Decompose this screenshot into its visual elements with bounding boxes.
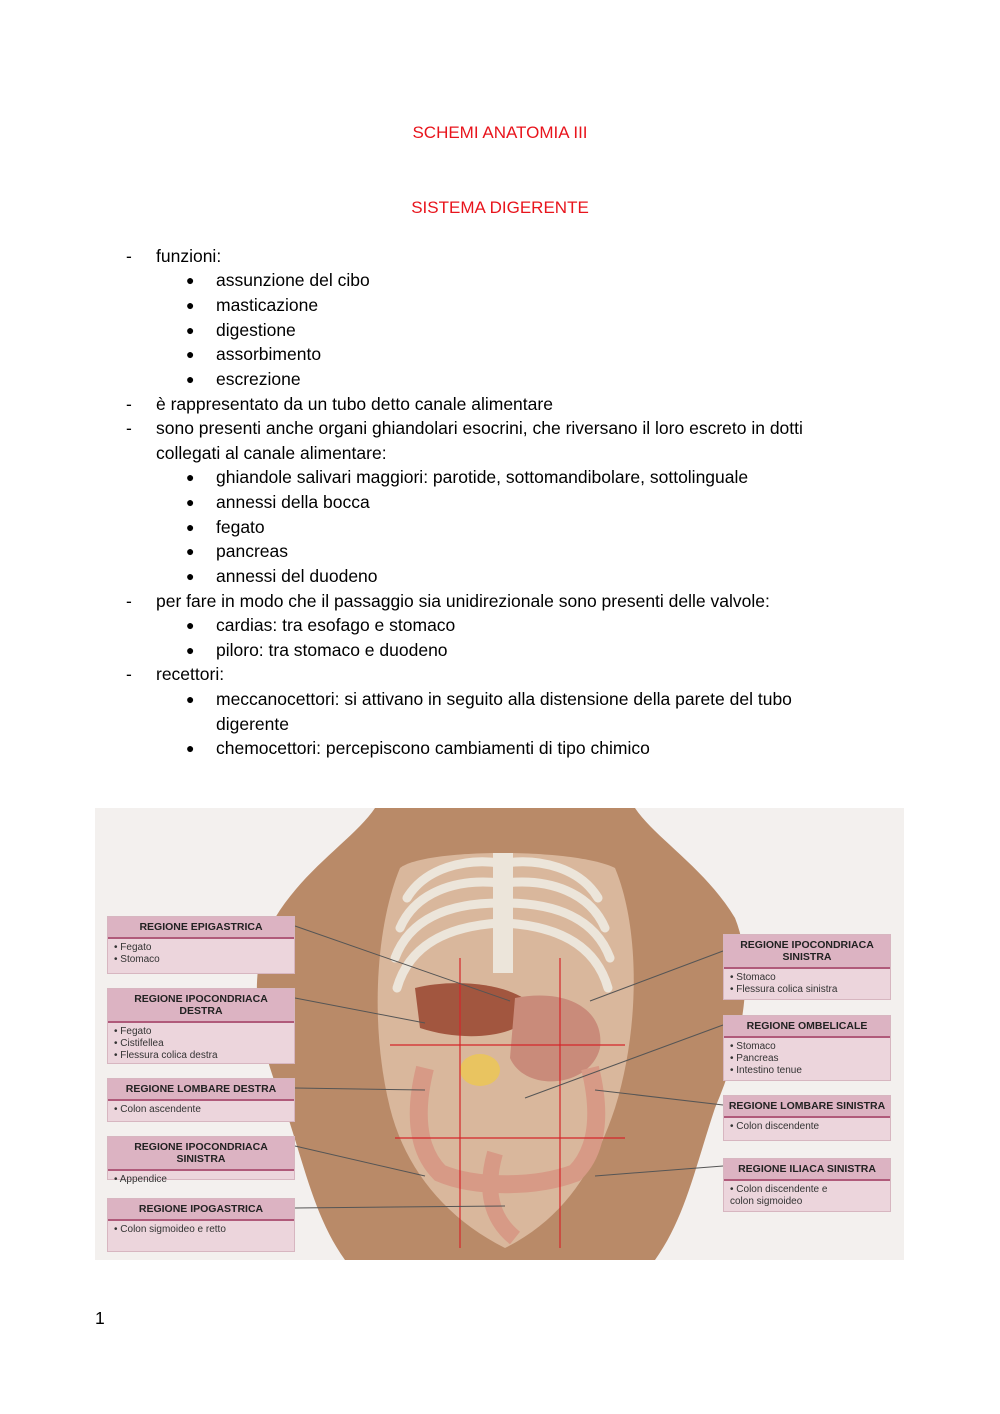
region-box-left-4: REGIONE IPOCONDRIACA SINISTRA • Appendice [107, 1136, 295, 1180]
sub-list-item: ● annessi della bocca [186, 492, 370, 512]
region-box-right-4: REGIONE ILIACA SINISTRA • Colon discendente e colon sigmoideo [723, 1158, 891, 1212]
region-box-right-2: REGIONE OMBELICALE • Stomaco • Pancreas • Intestino tenue [723, 1015, 891, 1081]
sub-list-item: ● fegato [186, 517, 265, 537]
sub-list-item: ● pancreas [186, 541, 288, 561]
sub-list-item-continuation: digerente [216, 714, 289, 734]
section-title: SISTEMA DIGERENTE [411, 198, 589, 217]
sub-list-item: ● meccanocettori: si attivano in seguito alla distensione della parete del tubo [186, 689, 792, 709]
list-item: - sono presenti anche organi ghiandolari esocrini, che riversano il loro escreto in dotti [126, 418, 803, 438]
list-item: - funzioni: [126, 246, 222, 266]
page-number: 1 [95, 1308, 105, 1328]
region-box-left-2: REGIONE IPOCONDRIACA DESTRA • Fegato • Cistifellea • Flessura colica destra [107, 988, 295, 1064]
region-box-right-3: REGIONE LOMBARE SINISTRA • Colon discendente [723, 1095, 891, 1141]
list-item: - recettori: [126, 664, 225, 684]
sub-list-item: ● ghiandole salivari maggiori: parotide, sottomandibolare, sottolinguale [186, 467, 749, 487]
sub-list-item: ● escrezione [186, 369, 301, 389]
sub-list-item: ● assunzione del cibo [186, 270, 370, 290]
region-box-left-3: REGIONE LOMBARE DESTRA • Colon ascendente [107, 1078, 295, 1122]
sub-list-item: ● annessi del duodeno [186, 566, 378, 586]
list-item-continuation: collegati al canale alimentare: [156, 443, 387, 463]
sub-list-item: ● cardias: tra esofago e stomaco [186, 615, 456, 635]
sub-list-item: ● assorbimento [186, 344, 322, 364]
list-item: - per fare in modo che il passaggio sia unidirezionale sono presenti delle valvole: [126, 591, 770, 611]
sub-list-item: ● piloro: tra stomaco e duodeno [186, 640, 448, 660]
list-item: - è rappresentato da un tubo detto canale alimentare [126, 394, 553, 414]
region-box-right-1: REGIONE IPOCONDRIACA SINISTRA • Stomaco • Flessura colica sinistra [723, 934, 891, 1000]
abdominal-regions-figure [95, 808, 904, 1260]
region-box-left-5: REGIONE IPOGASTRICA • Colon sigmoideo e retto [107, 1198, 295, 1252]
region-box-left-1: REGIONE EPIGASTRICA • Fegato • Stomaco [107, 916, 295, 974]
sub-list-item: ● chemocettori: percepiscono cambiamenti di tipo chimico [186, 738, 650, 758]
sub-list-item: ● masticazione [186, 295, 319, 315]
document-title: SCHEMI ANATOMIA III [412, 123, 588, 142]
sub-list-item: ● digestione [186, 320, 296, 340]
